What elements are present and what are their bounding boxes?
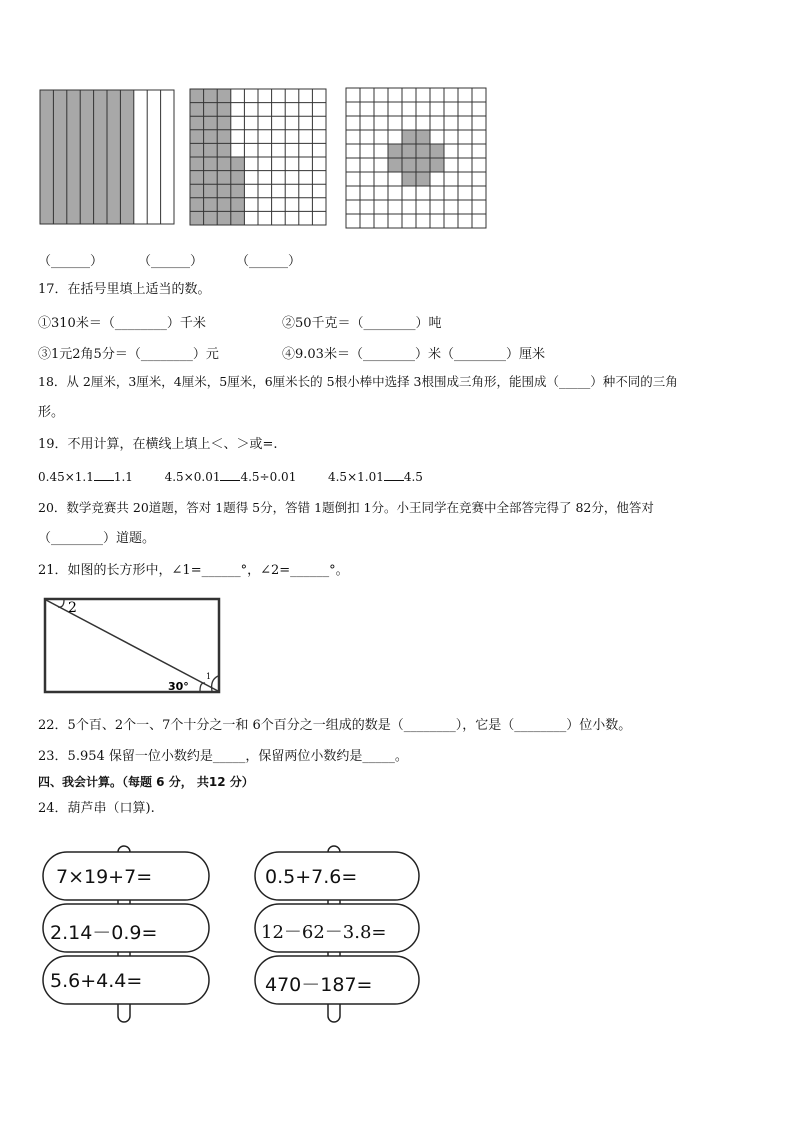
q19-blank-2[interactable] [220, 468, 240, 481]
section4-title: 四、我会计算。（每题 6 分， 共12 分） [38, 775, 254, 789]
q19-exprs [38, 468, 423, 485]
q21-rectangle-figure [42, 596, 224, 696]
q24-right-expr-3[interactable]: 470－187= [265, 974, 373, 996]
q19-expr-1b: 1.1 [113, 470, 133, 484]
q19-blank-1[interactable] [94, 468, 114, 481]
q24-prompt: 24．葫芦串（口算). [38, 801, 155, 816]
q24-right-expr-1[interactable]: 0.5+7.6= [265, 866, 358, 888]
q24-left-expr-3[interactable]: 5.6+4.4= [50, 970, 143, 992]
q24-left-expr-1[interactable]: 7×19+7= [56, 866, 153, 888]
q17-item-3[interactable]: ③1元2角5分＝（________）元 [38, 347, 219, 362]
figure-answer-3[interactable]: （______） [236, 254, 302, 269]
q19-blank-3[interactable] [384, 468, 404, 481]
figure-strips [40, 90, 174, 226]
figure-grid-cross [346, 88, 488, 230]
q22-text[interactable]: 22．5个百、2个一、7个十分之一和 6个百分之一组成的数是（________），它是（________）位小数。 [38, 718, 632, 733]
q19-expr-3a: 4.5×1.01 [327, 470, 384, 484]
q17-item-2[interactable]: ②50千克＝（________）吨 [282, 316, 442, 331]
figure-answer-2[interactable]: （______） [138, 254, 204, 269]
q21-angle-2-label: 2 [68, 600, 77, 616]
q19-expr-1a: 0.45×1.1 [38, 470, 94, 484]
q20-line-1: 20．数学竞赛共 20道题，答对 1题得 5分，答错 1题倒扣 1分。小王同学在竞赛中全部答完得了 82分，他答对 [38, 500, 654, 515]
q24-left-expr-2[interactable]: 2.14－0.9= [50, 922, 158, 944]
q19-prompt: 19．不用计算，在横线上填上＜、＞或=. [38, 437, 278, 452]
q21-given-angle: 30° [168, 680, 189, 693]
figure-grid-staircase [190, 89, 328, 229]
q21-prompt: 21．如图的长方形中，∠1=______°，∠2=______°。 [38, 563, 349, 578]
q17-prompt: 17．在括号里填上适当的数。 [38, 282, 211, 297]
q21-angle-1-label: 1 [206, 672, 212, 681]
q18-line-1: 18．从 2厘米，3厘米，4厘米，5厘米，6厘米长的 5根小棒中选择 3根围成三角形，能围成（_____）种不同的三角 [38, 374, 678, 389]
q19-expr-2a: 4.5×0.01 [164, 470, 221, 484]
q19-expr-2b: 4.5÷0.01 [240, 470, 297, 484]
q24-right-expr-2[interactable]: 12－62－3.8= [261, 922, 387, 943]
q19-expr-3b: 4.5 [403, 470, 423, 484]
q18-line-2: 形。 [38, 405, 65, 420]
q17-item-4[interactable]: ④9.03米＝（________）米（________）厘米 [282, 347, 545, 362]
q23-text[interactable]: 23．5.954 保留一位小数约是_____，保留两位小数约是_____。 [38, 749, 408, 764]
q17-item-1[interactable]: ①310米＝（________）千米 [38, 316, 206, 331]
figure-answer-1[interactable]: （______） [38, 254, 104, 269]
q20-line-2[interactable]: （________）道题。 [38, 531, 156, 546]
